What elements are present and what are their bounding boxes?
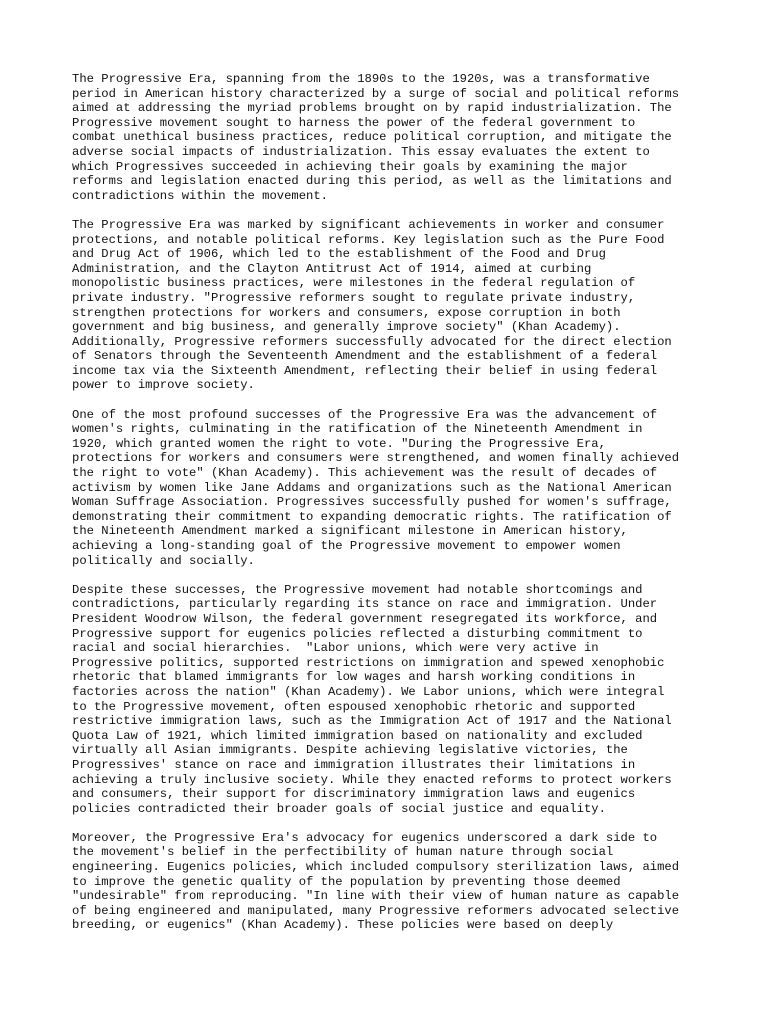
text-line: aimed at addressing the myriad problems brought on by rapid industrialization. The (72, 101, 672, 116)
text-line: the movement's belief in the perfectibility of human nature through social (72, 845, 614, 860)
text-line: period in American history characterized by a surge of social and political reforms (72, 86, 680, 101)
text-line: One of the most profound successes of the Progressive Era was the advancement of (72, 407, 658, 422)
text-line: Progressive support for eugenics policies reflected a disturbing commitment to (72, 626, 643, 641)
text-line: The Progressive Era, spanning from the 1890s to the 1920s, was a transformative (72, 72, 650, 86)
text-line: President Woodrow Wilson, the federal government resegregated its workforce, and (72, 611, 658, 626)
text-line: power to improve society. (72, 378, 255, 393)
text-line: combat unethical business practices, reduce political corruption, and mitigate the (72, 130, 672, 145)
text-line: factories across the nation" (Khan Academy). We Labor unions, which were integral (72, 684, 665, 699)
text-line: protections for workers and consumers were strengthened, and women finally achieved (72, 451, 680, 466)
text-line: income tax via the Sixteenth Amendment, reflecting their belief in using federal (72, 363, 658, 378)
text-line: Quota Law of 1921, which limited immigration based on nationality and excluded (72, 728, 643, 743)
text-line: Despite these successes, the Progressive movement had notable shortcomings and (72, 582, 643, 597)
paragraph (72, 831, 702, 933)
text-line: women's rights, culminating in the ratification of the Nineteenth Amendment in (72, 422, 643, 437)
text-line: contradictions within the movement. (72, 188, 328, 203)
text-line: Moreover, the Progressive Era's advocacy for eugenics underscored a dark side to (72, 830, 658, 845)
text-line: to improve the genetic quality of the population by preventing those deemed (72, 874, 621, 889)
text-line: achieving a long-standing goal of the Progressive movement to empower women (72, 539, 621, 553)
text-line: the Nineteenth Amendment marked a significant milestone in American history, (72, 524, 628, 539)
text-line: monopolistic business practices, were milestones in the federal regulation of (72, 276, 636, 291)
paragraph (72, 218, 702, 393)
text-line: racial and social hierarchies. "Labor unions, which were very active in (72, 641, 599, 656)
text-line: breeding, or eugenics" (Khan Academy). These policies were based on deeply (72, 918, 614, 933)
text-line: and consumers, their support for discriminatory immigration laws and eugenics (72, 787, 636, 802)
text-line: Woman Suffrage Association. Progressives successfully pushed for women's suffrage, (72, 495, 672, 510)
text-line: of Senators through the Seventeenth Amendment and the establishment of a federal (72, 349, 658, 364)
paragraph (72, 72, 702, 203)
text-line: Progressive politics, supported restrictions on immigration and spewed xenophobic (72, 655, 665, 670)
text-line: virtually all Asian immigrants. Despite achieving legislative victories, the (72, 743, 628, 758)
text-line: the right to vote" (Khan Academy). This achievement was the result of decades of (72, 466, 658, 481)
text-line: strengthen protections for workers and consumers, expose corruption in both (72, 305, 621, 320)
text-line: reforms and legislation enacted during this period, as well as the limitations and (72, 174, 672, 189)
text-line: to the Progressive movement, often espoused xenophobic rhetoric and supported (72, 699, 636, 714)
text-line: demonstrating their commitment to expanding democratic rights. The ratification of (72, 509, 672, 524)
text-line: politically and socially. (72, 553, 255, 568)
paragraph (72, 408, 702, 569)
text-line: activism by women like Jane Addams and organizations such as the National American (72, 480, 672, 495)
text-line: Administration, and the Clayton Antitrust Act of 1914, aimed at curbing (72, 261, 592, 276)
text-line: private industry. "Progressive reformers sought to regulate private industry, (72, 290, 636, 305)
text-line: 1920, which granted women the right to vote. "During the Progressive Era, (72, 436, 606, 451)
text-line: and Drug Act of 1906, which led to the establishment of the Food and Drug (72, 247, 606, 262)
text-line: of being engineered and manipulated, many Progressive reformers advocated selective (72, 903, 680, 918)
text-line: Progressive movement sought to harness the power of the federal government to (72, 115, 636, 130)
text-line: government and big business, and generally improve society" (Khan Academy). (72, 320, 621, 335)
paragraph (72, 583, 702, 817)
text-line: protections, and notable political reforms. Key legislation such as the Pure Food (72, 232, 665, 247)
text-line: which Progressives succeeded in achieving their goals by examining the major (72, 159, 628, 174)
text-line: contradictions, particularly regarding its stance on race and immigration. Under (72, 597, 658, 612)
text-line: restrictive immigration laws, such as the Immigration Act of 1917 and the National (72, 714, 672, 729)
text-line: "undesirable" from reproducing. "In line with their view of human nature as capable (72, 889, 680, 904)
text-line: adverse social impacts of industrialization. This essay evaluates the extent to (72, 144, 650, 159)
text-line: Additionally, Progressive reformers successfully advocated for the direct election (72, 334, 672, 349)
text-line: achieving a truly inclusive society. While they enacted reforms to protect workers (72, 772, 672, 787)
text-line: policies contradicted their broader goals of social justice and equality. (72, 801, 606, 816)
text-line: rhetoric that blamed immigrants for low wages and harsh working conditions in (72, 670, 636, 685)
document-body (72, 72, 702, 948)
text-line: Progressives' stance on race and immigration illustrates their limitations in (72, 757, 636, 772)
text-line: engineering. Eugenics policies, which included compulsory sterilization laws, aimed (72, 860, 680, 875)
text-line: The Progressive Era was marked by significant achievements in worker and consumer (72, 217, 665, 232)
